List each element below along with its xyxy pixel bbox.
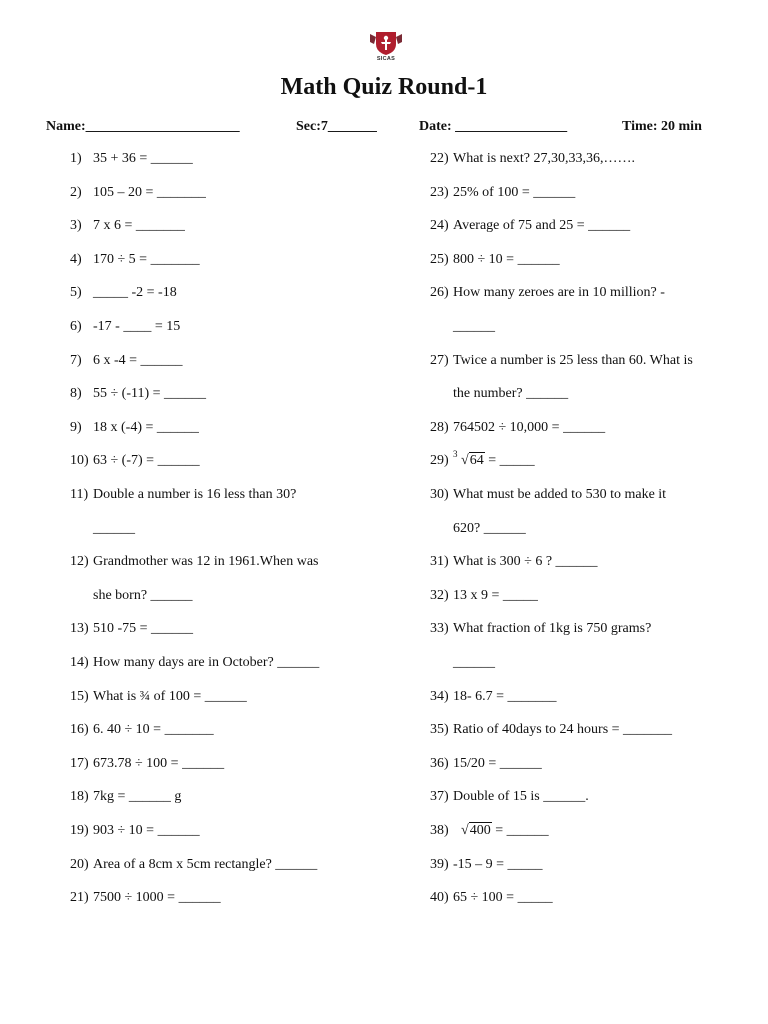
question-text: 13 x 9 = _____: [453, 587, 538, 603]
question-number: 36): [430, 755, 449, 771]
question-number: 31): [430, 554, 449, 570]
page-title: Math Quiz Round-1: [280, 74, 488, 100]
shield-icon: [368, 30, 404, 56]
question-text: 6 x -4 = ______: [93, 352, 183, 368]
question-number: 32): [430, 587, 449, 603]
question-text: 65 ÷ 100 = _____: [453, 890, 553, 906]
question-text: 170 ÷ 5 = _______: [93, 251, 200, 267]
question-number: 34): [430, 688, 449, 704]
date-field[interactable]: Date: ________________: [419, 119, 568, 134]
question-text: What is next? 27,30,33,36,…….: [453, 151, 635, 166]
question-number: 12): [70, 554, 89, 570]
question-text: ______: [93, 520, 135, 536]
question-number: 18): [70, 789, 89, 805]
question-text: What must be added to 530 to make it: [453, 487, 667, 502]
question-number: 6): [70, 319, 82, 334]
question-number: 4): [70, 251, 82, 267]
radical-symbol: 3 √64: [453, 449, 484, 469]
question-text: 3 √64 = _____: [453, 449, 535, 469]
question-number: 30): [430, 487, 449, 502]
question-number: 17): [70, 755, 89, 771]
radical-symbol: √400: [461, 823, 491, 838]
question-number: 23): [430, 184, 449, 200]
question-number: 9): [70, 419, 82, 435]
question-text: Average of 75 and 25 = ______: [453, 218, 631, 234]
question-text: 764502 ÷ 10,000 = ______: [453, 419, 606, 435]
question-text: 6. 40 ÷ 10 = _______: [93, 722, 214, 738]
question-number: 3): [70, 218, 82, 234]
question-text: 800 ÷ 10 = ______: [453, 251, 560, 267]
question-number: 16): [70, 722, 89, 738]
question-number: 21): [70, 890, 89, 906]
question-text: Area of a 8cm x 5cm rectangle? ______: [93, 856, 318, 872]
question-number: 38): [430, 823, 449, 838]
question-text: 620? ______: [453, 520, 526, 536]
question-text: 903 ÷ 10 = ______: [93, 823, 200, 838]
question-text: 55 ÷ (-11) = ______: [93, 386, 207, 402]
question-number: 33): [430, 621, 449, 637]
question-number: 20): [70, 856, 89, 872]
question-number: 13): [70, 621, 89, 637]
question-number: 19): [70, 823, 89, 838]
question-number: 39): [430, 856, 449, 872]
question-number: 25): [430, 251, 449, 267]
question-text: Grandmother was 12 in 1961.When was: [93, 554, 319, 570]
question-number: 26): [430, 285, 449, 301]
logo-text: SICAS: [376, 56, 396, 62]
question-text: the number? ______: [453, 386, 569, 402]
question-number: 5): [70, 285, 82, 301]
name-field[interactable]: Name:______________________: [46, 119, 240, 134]
question-text: 18 x (-4) = ______: [93, 419, 199, 435]
question-text: How many days are in October? ______: [93, 655, 320, 670]
question-text: 673.78 ÷ 100 = ______: [93, 755, 225, 771]
question-text: 15/20 = ______: [453, 755, 542, 771]
question-number: 7): [70, 352, 82, 368]
question-number: 11): [70, 487, 89, 502]
question-text: 7 x 6 = _______: [93, 218, 185, 234]
question-text: -15 – 9 = _____: [453, 856, 543, 872]
question-text: √400 = ______: [453, 824, 549, 838]
question-number: 14): [70, 655, 89, 670]
question-number: 35): [430, 722, 449, 738]
question-text: 63 ÷ (-7) = ______: [93, 453, 200, 469]
question-text: Ratio of 40days to 24 hours = _______: [453, 722, 673, 738]
question-text: What fraction of 1kg is 750 grams?: [453, 621, 652, 637]
question-number: 15): [70, 688, 89, 704]
question-text: Double of 15 is ______.: [453, 789, 589, 805]
question-text: ______: [453, 655, 495, 670]
question-text: ______: [453, 319, 495, 334]
question-number: 37): [430, 789, 449, 805]
question-number: 1): [70, 151, 82, 166]
question-text: she born? ______: [93, 587, 193, 603]
question-number: 24): [430, 218, 449, 234]
question-number: 22): [430, 151, 449, 166]
question-number: 27): [430, 352, 449, 368]
question-number: 40): [430, 890, 449, 906]
question-number: 29): [430, 453, 449, 469]
question-text: 7500 ÷ 1000 = ______: [93, 890, 221, 906]
time-limit: Time: 20 min: [622, 119, 702, 134]
section-field[interactable]: Sec:7_______: [296, 119, 377, 134]
question-text: 7kg = ______ g: [93, 789, 182, 805]
question-text: 105 – 20 = _______: [93, 184, 206, 200]
question-text: _____ -2 = -18: [93, 285, 177, 301]
question-text: What is 300 ÷ 6 ? ______: [453, 554, 598, 570]
question-text: -17 - ____ = 15: [93, 319, 181, 334]
question-text: Double a number is 16 less than 30?: [93, 487, 297, 502]
question-text: How many zeroes are in 10 million? -: [453, 285, 665, 301]
question-text: What is ¾ of 100 = ______: [93, 688, 247, 704]
question-text: 35 + 36 = ______: [93, 151, 193, 166]
question-number: 2): [70, 184, 82, 200]
question-text: Twice a number is 25 less than 60. What is: [453, 352, 693, 368]
question-text: 18- 6.7 = _______: [453, 688, 557, 704]
question-number: 8): [70, 386, 82, 402]
question-text: 510 -75 = ______: [93, 621, 194, 637]
question-number: 28): [430, 419, 449, 435]
question-text: 25% of 100 = ______: [453, 184, 576, 200]
question-number: 10): [70, 453, 89, 469]
school-logo: [368, 30, 404, 70]
